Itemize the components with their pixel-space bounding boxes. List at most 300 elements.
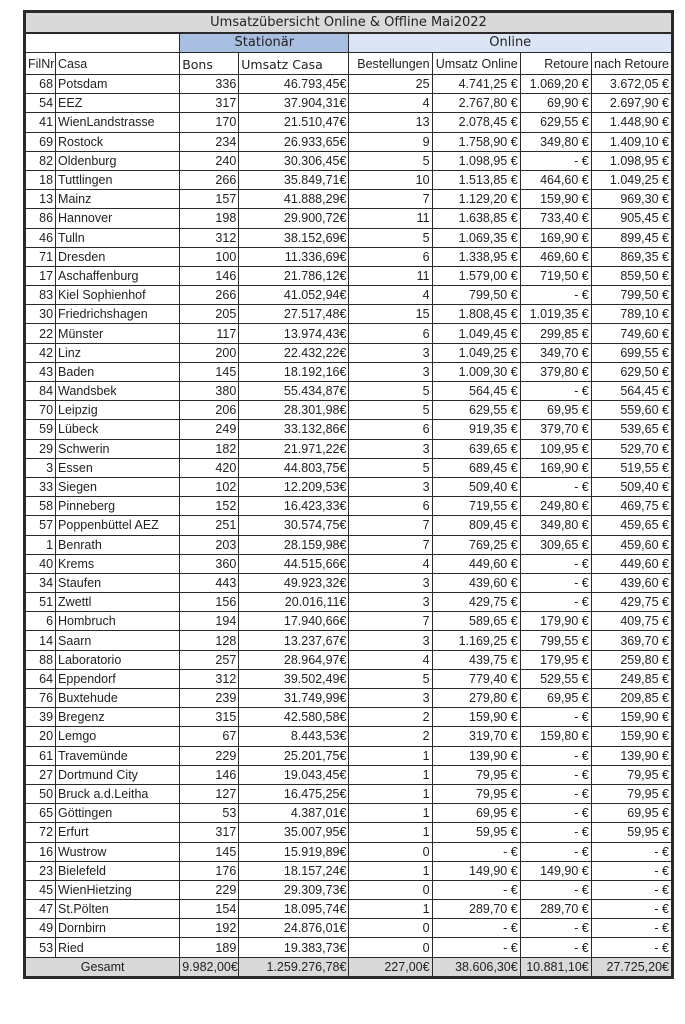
table-row (26, 497, 672, 516)
cell-nach-retoure: 859,50 € (591, 266, 671, 285)
cell-retoure: 379,80 € (520, 362, 591, 381)
table-body (26, 75, 672, 958)
cell-retoure: - € (520, 823, 591, 842)
cell-retoure: 799,55 € (520, 631, 591, 650)
cell-casa: Travemünde (56, 746, 180, 765)
cell-umsatz-casa: 20.016,11€ (239, 593, 349, 612)
table-row (26, 170, 672, 189)
cell-umsatz-online: - € (432, 880, 520, 899)
cell-casa: Hannover (56, 209, 180, 228)
cell-retoure: 629,55 € (520, 113, 591, 132)
cell-umsatz-online: 449,60 € (432, 554, 520, 573)
cell-retoure: - € (520, 804, 591, 823)
cell-bestellungen: 9 (349, 132, 432, 151)
cell-umsatz-online: 1.049,45 € (432, 324, 520, 343)
cell-bons: 157 (180, 190, 239, 209)
cell-casa: Buxtehude (56, 689, 180, 708)
cell-filnr: 88 (26, 650, 56, 669)
cell-umsatz-casa: 44.803,75€ (239, 458, 349, 477)
table-row (26, 784, 672, 803)
cell-bestellungen: 25 (349, 75, 432, 94)
cell-nach-retoure: 749,60 € (591, 324, 671, 343)
cell-umsatz-casa: 27.517,48€ (239, 305, 349, 324)
cell-umsatz-online: 769,25 € (432, 535, 520, 554)
cell-nach-retoure: - € (591, 880, 671, 899)
table-row (26, 938, 672, 957)
cell-filnr: 34 (26, 573, 56, 592)
cell-umsatz-casa: 12.209,53€ (239, 477, 349, 496)
cell-umsatz-casa: 17.940,66€ (239, 612, 349, 631)
cell-umsatz-casa: 35.849,71€ (239, 170, 349, 189)
cell-umsatz-online: 79,95 € (432, 765, 520, 784)
cell-bons: 317 (180, 94, 239, 113)
cell-umsatz-online: 1.758,90 € (432, 132, 520, 151)
group-header-row (26, 33, 672, 53)
cell-umsatz-casa: 46.793,45€ (239, 75, 349, 94)
cell-casa: Wandsbek (56, 382, 180, 401)
cell-filnr: 3 (26, 458, 56, 477)
totals-bons: 9.982,00€ (180, 957, 239, 976)
table-row (26, 113, 672, 132)
cell-casa: Lübeck (56, 420, 180, 439)
cell-casa: Mainz (56, 190, 180, 209)
cell-umsatz-casa: 28.964,97€ (239, 650, 349, 669)
cell-nach-retoure: 539,65 € (591, 420, 671, 439)
table-row (26, 94, 672, 113)
cell-umsatz-casa: 4.387,01€ (239, 804, 349, 823)
cell-nach-retoure: 869,35 € (591, 247, 671, 266)
cell-bons: 117 (180, 324, 239, 343)
cell-bestellungen: 5 (349, 151, 432, 170)
table-row (26, 573, 672, 592)
totals-retoure: 10.881,10€ (520, 957, 591, 976)
cell-bons: 229 (180, 746, 239, 765)
cell-retoure: - € (520, 784, 591, 803)
cell-umsatz-casa: 38.152,69€ (239, 228, 349, 247)
cell-filnr: 71 (26, 247, 56, 266)
cell-casa: Erfurt (56, 823, 180, 842)
cell-bestellungen: 5 (349, 401, 432, 420)
cell-bestellungen: 5 (349, 228, 432, 247)
cell-bestellungen: 6 (349, 324, 432, 343)
cell-umsatz-online: 2.767,80 € (432, 94, 520, 113)
cell-filnr: 76 (26, 689, 56, 708)
cell-umsatz-online: 1.579,00 € (432, 266, 520, 285)
table-row (26, 727, 672, 746)
cell-umsatz-casa: 24.876,01€ (239, 919, 349, 938)
group-header-stationaer: Stationär (180, 33, 349, 53)
cell-filnr: 40 (26, 554, 56, 573)
table-row (26, 919, 672, 938)
table-row (26, 266, 672, 285)
cell-retoure: 169,90 € (520, 458, 591, 477)
cell-retoure: - € (520, 938, 591, 957)
totals-umsatz-online: 38.606,30€ (432, 957, 520, 976)
cell-casa: Siegen (56, 477, 180, 496)
cell-bestellungen: 3 (349, 343, 432, 362)
cell-umsatz-online: 1.129,20 € (432, 190, 520, 209)
cell-nach-retoure: 1.098,95 € (591, 151, 671, 170)
cell-umsatz-casa: 41.052,94€ (239, 286, 349, 305)
table-row (26, 516, 672, 535)
cell-bestellungen: 3 (349, 573, 432, 592)
cell-nach-retoure: 629,50 € (591, 362, 671, 381)
cell-bestellungen: 7 (349, 516, 432, 535)
cell-umsatz-casa: 29.309,73€ (239, 880, 349, 899)
col-header-bestellungen: Bestellungen (349, 53, 432, 75)
cell-retoure: - € (520, 477, 591, 496)
column-header-row (26, 53, 672, 75)
table-row (26, 535, 672, 554)
cell-bons: 102 (180, 477, 239, 496)
cell-umsatz-casa: 26.933,65€ (239, 132, 349, 151)
totals-nach-retoure: 27.725,20€ (591, 957, 671, 976)
cell-nach-retoure: 139,90 € (591, 746, 671, 765)
cell-retoure: 289,70 € (520, 900, 591, 919)
cell-bons: 205 (180, 305, 239, 324)
cell-umsatz-online: 809,45 € (432, 516, 520, 535)
cell-umsatz-casa: 49.923,32€ (239, 573, 349, 592)
cell-bons: 189 (180, 938, 239, 957)
table-row (26, 900, 672, 919)
cell-filnr: 16 (26, 842, 56, 861)
cell-filnr: 29 (26, 439, 56, 458)
cell-casa: Göttingen (56, 804, 180, 823)
cell-filnr: 64 (26, 669, 56, 688)
cell-nach-retoure: 529,70 € (591, 439, 671, 458)
cell-casa: WienLandstrasse (56, 113, 180, 132)
table-row (26, 880, 672, 899)
cell-umsatz-online: 1.098,95 € (432, 151, 520, 170)
cell-umsatz-online: 149,90 € (432, 861, 520, 880)
cell-filnr: 61 (26, 746, 56, 765)
cell-casa: EEZ (56, 94, 180, 113)
cell-bestellungen: 11 (349, 209, 432, 228)
cell-filnr: 39 (26, 708, 56, 727)
cell-nach-retoure: 369,70 € (591, 631, 671, 650)
table-row (26, 75, 672, 94)
cell-bons: 152 (180, 497, 239, 516)
cell-umsatz-online: 1.513,85 € (432, 170, 520, 189)
cell-bons: 315 (180, 708, 239, 727)
cell-bons: 251 (180, 516, 239, 535)
cell-umsatz-casa: 18.192,16€ (239, 362, 349, 381)
cell-filnr: 46 (26, 228, 56, 247)
cell-umsatz-online: - € (432, 919, 520, 938)
cell-nach-retoure: 249,85 € (591, 669, 671, 688)
cell-bons: 239 (180, 689, 239, 708)
cell-umsatz-online: - € (432, 842, 520, 861)
cell-nach-retoure: 1.409,10 € (591, 132, 671, 151)
cell-umsatz-online: 79,95 € (432, 784, 520, 803)
cell-bestellungen: 0 (349, 880, 432, 899)
cell-bestellungen: 2 (349, 727, 432, 746)
cell-filnr: 22 (26, 324, 56, 343)
cell-umsatz-online: 1.169,25 € (432, 631, 520, 650)
cell-umsatz-online: 139,90 € (432, 746, 520, 765)
group-header-blank (26, 33, 180, 53)
cell-umsatz-casa: 28.159,98€ (239, 535, 349, 554)
cell-retoure: 69,90 € (520, 94, 591, 113)
cell-filnr: 70 (26, 401, 56, 420)
cell-nach-retoure: 159,90 € (591, 708, 671, 727)
cell-nach-retoure: 969,30 € (591, 190, 671, 209)
cell-bons: 146 (180, 765, 239, 784)
cell-casa: Ried (56, 938, 180, 957)
cell-filnr: 53 (26, 938, 56, 957)
cell-retoure: 349,80 € (520, 132, 591, 151)
totals-bestellungen: 227,00€ (349, 957, 432, 976)
table-row (26, 631, 672, 650)
cell-nach-retoure: 459,60 € (591, 535, 671, 554)
cell-umsatz-online: 69,95 € (432, 804, 520, 823)
cell-bons: 234 (180, 132, 239, 151)
cell-umsatz-casa: 19.383,73€ (239, 938, 349, 957)
cell-nach-retoure: 59,95 € (591, 823, 671, 842)
cell-bestellungen: 10 (349, 170, 432, 189)
cell-bons: 128 (180, 631, 239, 650)
cell-nach-retoure: 2.697,90 € (591, 94, 671, 113)
cell-bons: 336 (180, 75, 239, 94)
cell-umsatz-online: 629,55 € (432, 401, 520, 420)
cell-bestellungen: 1 (349, 823, 432, 842)
cell-filnr: 50 (26, 784, 56, 803)
cell-casa: Tulln (56, 228, 180, 247)
cell-bons: 257 (180, 650, 239, 669)
cell-bons: 100 (180, 247, 239, 266)
cell-retoure: - € (520, 919, 591, 938)
cell-bestellungen: 1 (349, 746, 432, 765)
cell-bestellungen: 1 (349, 900, 432, 919)
table-row (26, 305, 672, 324)
table-row (26, 132, 672, 151)
cell-bons: 194 (180, 612, 239, 631)
cell-bons: 229 (180, 880, 239, 899)
col-header-bons: Bons (180, 53, 239, 75)
cell-nach-retoure: 459,65 € (591, 516, 671, 535)
cell-retoure: 169,90 € (520, 228, 591, 247)
cell-bestellungen: 15 (349, 305, 432, 324)
cell-umsatz-online: 564,45 € (432, 382, 520, 401)
cell-umsatz-online: 289,70 € (432, 900, 520, 919)
cell-umsatz-online: 1.049,25 € (432, 343, 520, 362)
cell-bestellungen: 3 (349, 593, 432, 612)
cell-nach-retoure: 509,40 € (591, 477, 671, 496)
cell-retoure: 349,80 € (520, 516, 591, 535)
cell-retoure: 179,95 € (520, 650, 591, 669)
cell-retoure: 179,90 € (520, 612, 591, 631)
cell-umsatz-online: 509,40 € (432, 477, 520, 496)
cell-umsatz-online: 799,50 € (432, 286, 520, 305)
table-row (26, 362, 672, 381)
table-title: Umsatzübersicht Online & Offline Mai2022 (26, 13, 672, 34)
cell-bestellungen: 1 (349, 861, 432, 880)
cell-casa: WienHietzing (56, 880, 180, 899)
table-row (26, 209, 672, 228)
sales-overview-table (25, 12, 672, 977)
title-row (26, 13, 672, 34)
cell-nach-retoure: 1.049,25 € (591, 170, 671, 189)
cell-casa: Pinneberg (56, 497, 180, 516)
table-row (26, 823, 672, 842)
cell-bons: 146 (180, 266, 239, 285)
cell-casa: Oldenburg (56, 151, 180, 170)
table-row (26, 190, 672, 209)
cell-filnr: 27 (26, 765, 56, 784)
cell-nach-retoure: 699,55 € (591, 343, 671, 362)
cell-casa: Essen (56, 458, 180, 477)
cell-retoure: 149,90 € (520, 861, 591, 880)
cell-umsatz-casa: 39.502,49€ (239, 669, 349, 688)
cell-umsatz-casa: 35.007,95€ (239, 823, 349, 842)
table-row (26, 382, 672, 401)
table-row (26, 401, 672, 420)
table-row (26, 861, 672, 880)
cell-bons: 240 (180, 151, 239, 170)
cell-umsatz-online: 319,70 € (432, 727, 520, 746)
cell-retoure: 109,95 € (520, 439, 591, 458)
cell-casa: Poppenbüttel AEZ (56, 516, 180, 535)
cell-bons: 206 (180, 401, 239, 420)
cell-filnr: 82 (26, 151, 56, 170)
cell-nach-retoure: 259,80 € (591, 650, 671, 669)
cell-retoure: - € (520, 554, 591, 573)
cell-retoure: - € (520, 286, 591, 305)
cell-bestellungen: 13 (349, 113, 432, 132)
cell-casa: Aschaffenburg (56, 266, 180, 285)
cell-umsatz-casa: 33.132,86€ (239, 420, 349, 439)
cell-umsatz-casa: 13.974,43€ (239, 324, 349, 343)
cell-casa: Benrath (56, 535, 180, 554)
group-header-online: Online (349, 33, 672, 53)
cell-nach-retoure: 1.448,90 € (591, 113, 671, 132)
cell-umsatz-online: 639,65 € (432, 439, 520, 458)
cell-bestellungen: 11 (349, 266, 432, 285)
cell-filnr: 33 (26, 477, 56, 496)
cell-bestellungen: 3 (349, 477, 432, 496)
cell-nach-retoure: 159,90 € (591, 727, 671, 746)
cell-filnr: 20 (26, 727, 56, 746)
cell-casa: Lemgo (56, 727, 180, 746)
cell-filnr: 68 (26, 75, 56, 94)
cell-retoure: 299,85 € (520, 324, 591, 343)
cell-casa: Kiel Sophienhof (56, 286, 180, 305)
col-header-filnr: FilNr (26, 53, 56, 75)
cell-filnr: 59 (26, 420, 56, 439)
cell-filnr: 18 (26, 170, 56, 189)
cell-bestellungen: 6 (349, 247, 432, 266)
cell-filnr: 83 (26, 286, 56, 305)
cell-umsatz-casa: 19.043,45€ (239, 765, 349, 784)
cell-filnr: 30 (26, 305, 56, 324)
cell-bestellungen: 7 (349, 190, 432, 209)
cell-bestellungen: 5 (349, 458, 432, 477)
cell-retoure: 379,70 € (520, 420, 591, 439)
cell-umsatz-online: 4.741,25 € (432, 75, 520, 94)
cell-umsatz-online: 1.638,85 € (432, 209, 520, 228)
cell-casa: Zwettl (56, 593, 180, 612)
cell-umsatz-casa: 18.157,24€ (239, 861, 349, 880)
cell-bestellungen: 3 (349, 631, 432, 650)
cell-nach-retoure: - € (591, 938, 671, 957)
cell-umsatz-online: 779,40 € (432, 669, 520, 688)
cell-filnr: 86 (26, 209, 56, 228)
cell-retoure: - € (520, 842, 591, 861)
table-row (26, 439, 672, 458)
cell-retoure: 309,65 € (520, 535, 591, 554)
col-header-retoure: Retoure (520, 53, 591, 75)
cell-umsatz-casa: 44.515,66€ (239, 554, 349, 573)
cell-nach-retoure: 789,10 € (591, 305, 671, 324)
cell-bons: 182 (180, 439, 239, 458)
cell-nach-retoure: 469,75 € (591, 497, 671, 516)
cell-umsatz-online: 439,60 € (432, 573, 520, 592)
col-header-umsatz-online: Umsatz Online (432, 53, 520, 75)
table-row (26, 286, 672, 305)
table-row (26, 247, 672, 266)
cell-casa: Münster (56, 324, 180, 343)
cell-casa: Friedrichshagen (56, 305, 180, 324)
cell-retoure: 69,95 € (520, 401, 591, 420)
cell-umsatz-online: 2.078,45 € (432, 113, 520, 132)
table-row (26, 612, 672, 631)
cell-casa: Dresden (56, 247, 180, 266)
cell-bons: 312 (180, 228, 239, 247)
cell-bons: 200 (180, 343, 239, 362)
cell-filnr: 14 (26, 631, 56, 650)
cell-casa: Saarn (56, 631, 180, 650)
cell-bons: 443 (180, 573, 239, 592)
cell-retoure: 349,70 € (520, 343, 591, 362)
cell-nach-retoure: - € (591, 919, 671, 938)
cell-bons: 145 (180, 842, 239, 861)
cell-filnr: 41 (26, 113, 56, 132)
cell-umsatz-casa: 42.580,58€ (239, 708, 349, 727)
cell-umsatz-online: 429,75 € (432, 593, 520, 612)
cell-filnr: 54 (26, 94, 56, 113)
cell-bestellungen: 0 (349, 938, 432, 957)
cell-retoure: 1.019,35 € (520, 305, 591, 324)
cell-retoure: - € (520, 151, 591, 170)
table-row (26, 746, 672, 765)
cell-casa: Staufen (56, 573, 180, 592)
cell-bestellungen: 3 (349, 689, 432, 708)
cell-casa: Leipzig (56, 401, 180, 420)
cell-bons: 176 (180, 861, 239, 880)
cell-umsatz-casa: 11.336,69€ (239, 247, 349, 266)
cell-bestellungen: 7 (349, 535, 432, 554)
cell-umsatz-casa: 28.301,98€ (239, 401, 349, 420)
cell-casa: Dortmund City (56, 765, 180, 784)
cell-umsatz-online: 1.009,30 € (432, 362, 520, 381)
cell-umsatz-casa: 37.904,31€ (239, 94, 349, 113)
cell-nach-retoure: 439,60 € (591, 573, 671, 592)
cell-bons: 312 (180, 669, 239, 688)
cell-filnr: 6 (26, 612, 56, 631)
cell-retoure: 159,90 € (520, 190, 591, 209)
cell-bestellungen: 0 (349, 842, 432, 861)
table-row (26, 689, 672, 708)
cell-casa: Hombruch (56, 612, 180, 631)
cell-bestellungen: 2 (349, 708, 432, 727)
cell-bestellungen: 6 (349, 420, 432, 439)
cell-nach-retoure: 69,95 € (591, 804, 671, 823)
cell-umsatz-online: 589,65 € (432, 612, 520, 631)
cell-retoure: - € (520, 573, 591, 592)
cell-retoure: - € (520, 593, 591, 612)
cell-casa: Rostock (56, 132, 180, 151)
cell-bons: 156 (180, 593, 239, 612)
